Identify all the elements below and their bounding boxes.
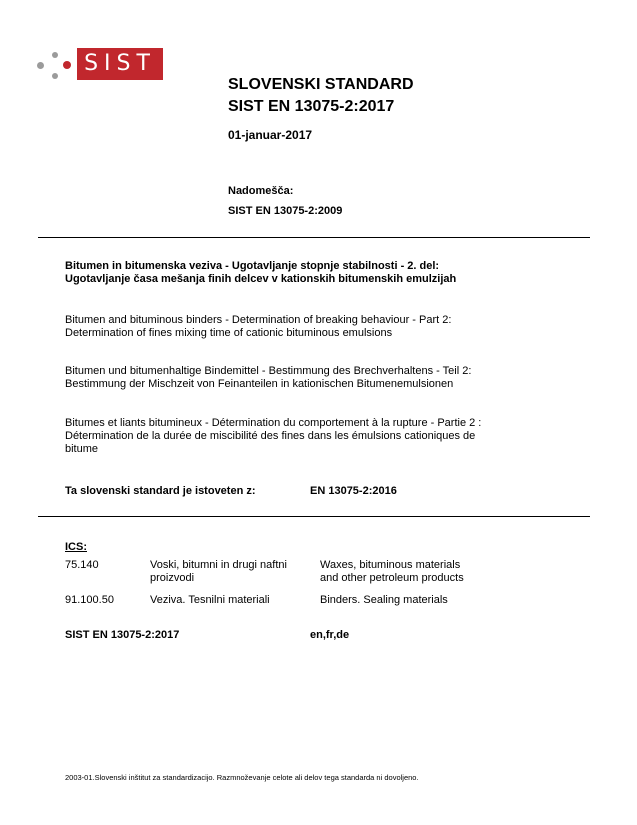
- logo-dot-top: [52, 52, 58, 58]
- copyright-footnote: 2003-01.Slovenski inštitut za standardizacijo. Razmnoževanje celote ali delov tega standarda ni dovoljeno.: [65, 773, 419, 782]
- title-sl-line-1: Bitumen in bitumenska veziva - Ugotavljanje stopnje stabilnosti - 2. del:: [65, 260, 440, 272]
- standard-date: 01-januar-2017: [228, 128, 313, 142]
- replaces-code: SIST EN 13075-2:2009: [228, 205, 343, 217]
- title-sl-line-2: Ugotavljanje časa mešanja finih delcev v kationskih bitumenskih emulzijah: [65, 273, 457, 285]
- ics-desc-en-line-1: Waxes, bituminous materials: [320, 559, 461, 571]
- reference-code: SIST EN 13075-2:2017: [65, 629, 180, 641]
- top-divider: [38, 237, 590, 238]
- logo-text: SIST: [84, 51, 156, 76]
- ics-desc-sl-line-2: proizvodi: [150, 572, 195, 584]
- reference-languages: en,fr,de: [310, 629, 350, 641]
- title-de-line-1: Bitumen und bitumenhaltige Bindemittel - Bestimmung des Brechverhaltens - Teil 2:: [65, 365, 472, 377]
- title-fr-line-3: bitume: [65, 443, 99, 455]
- ics-code: 75.140: [65, 559, 99, 571]
- ics-desc-en: Binders. Sealing materials: [320, 594, 448, 606]
- title-english: [65, 314, 451, 340]
- ics-desc-en-line-2: and other petroleum products: [320, 572, 464, 584]
- ics-code: 91.100.50: [65, 594, 114, 606]
- title-fr-line-2: Détermination de la durée de miscibilité des fines dans les émulsions cationiques de: [65, 430, 476, 442]
- standard-title: SLOVENSKI STANDARD: [228, 76, 414, 93]
- title-en-line-1: Bitumen and bituminous binders - Determination of breaking behaviour - Part 2:: [65, 314, 452, 326]
- ics-desc-sl: Veziva. Tesnilni materiali: [150, 594, 270, 606]
- logo-box: [77, 48, 163, 80]
- ics-desc-sl-line-1: Voski, bitumni in drugi naftni: [150, 559, 287, 571]
- ics-desc-en: [320, 559, 464, 585]
- replaces-label: Nadomešča:: [228, 185, 294, 197]
- title-en-line-2: Determination of fines mixing time of cationic bituminous emulsions: [65, 327, 393, 339]
- title-de-line-2: Bestimmung der Mischzeit von Feinanteilen in kationischen Bitumenemulsionen: [65, 378, 454, 390]
- identical-value: EN 13075-2:2016: [310, 485, 397, 497]
- logo-dot-left: [37, 62, 44, 69]
- ics-desc-sl: [150, 559, 287, 585]
- title-slovenian: [65, 260, 456, 286]
- ics-label: ICS:: [65, 541, 87, 553]
- standard-code: SIST EN 13075-2:2017: [228, 98, 395, 115]
- identical-label: Ta slovenski standard je istoveten z:: [65, 485, 256, 497]
- logo-dot-bottom: [52, 73, 58, 79]
- title-fr-line-1: Bitumes et liants bitumineux - Détermination du comportement à la rupture - Partie 2 :: [65, 417, 482, 429]
- title-german: [65, 365, 471, 391]
- title-french: [65, 417, 481, 456]
- logo-dot-right: [63, 61, 71, 69]
- middle-divider: [38, 516, 590, 517]
